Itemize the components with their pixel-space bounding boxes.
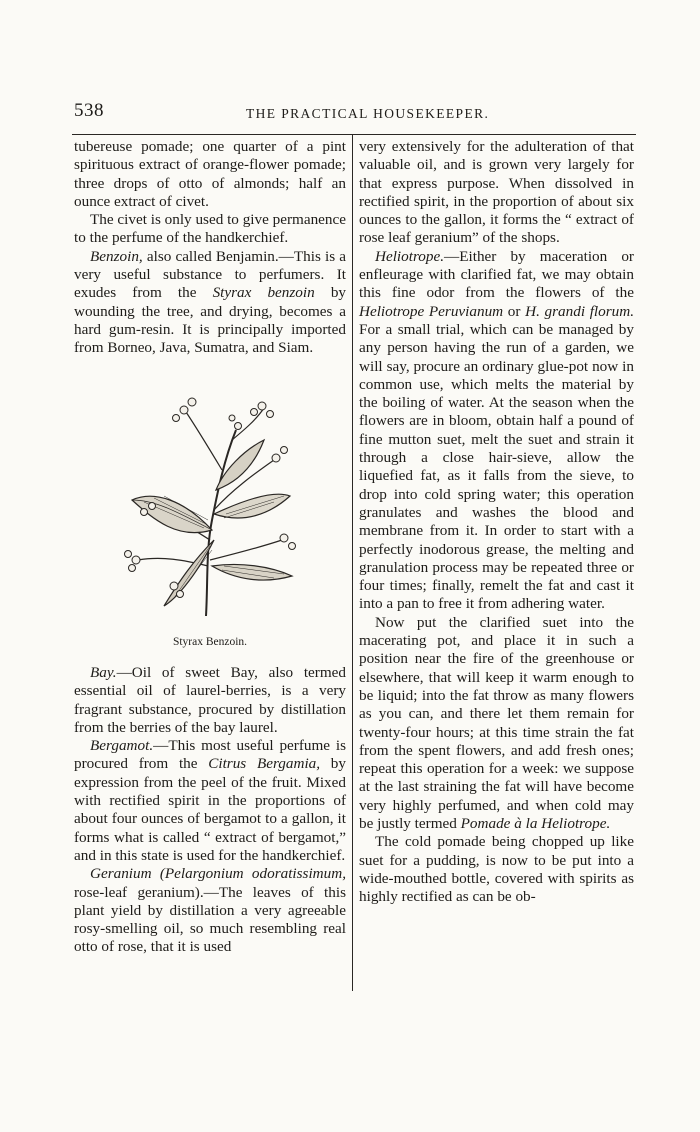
running-title: THE PRACTICAL HOUSEKEEPER. xyxy=(246,106,490,121)
term-benzoin: Benzoin, xyxy=(90,247,143,265)
page-header xyxy=(74,100,634,130)
species-heliotrope-grandiflorum: H. grandi florum. xyxy=(525,302,635,320)
styrax-branch-drawing xyxy=(114,390,304,618)
paragraph-geranium: Geranium (Pelargonium odoratissimum, rose-leaf geranium).—The leaves of this plant yield by distillation a very agreeable rosy-smelling oil, so much resembling real otto of rose, that it is used xyxy=(74,865,346,956)
species-citrus: Citrus Bergamia, xyxy=(208,755,321,773)
paragraph-heliotrope: Heliotrope.—Either by maceration or enfleurage with clarified fat, we may obtain this fine odor from the flowers of the Heliotrope Peruvianum or H. grandi florum. For a small trial, which can be managed by any person having the run of a garden, we will say, procure an ordinary glue-pot now in common use, which melts the material by the boiling of water. At the season when the flowers are in bloom, obtain half a pound of fine mutton suet, melt the suet and strain it through a close hair-sieve, allow the liquefied fat, as it falls from the sieve, to drop into cold spring water; this operation granulates and washes the blood and membrane from it. In order to start with a perfectly inodorous grease, the melting and granulation process may be repeated three or four times; finally, remelt the fat and cast it into a pan to free it from adhering water. xyxy=(359,247,635,613)
page-number: 538 xyxy=(74,100,104,121)
column-divider xyxy=(352,135,353,991)
species-styrax: Styrax benzoin xyxy=(212,284,315,302)
term-bay: Bay. xyxy=(90,664,117,681)
paragraph-civet: The civet is only used to give permanence to the perfume of the handkerchief. xyxy=(74,211,346,247)
styrax-illustration xyxy=(74,390,346,650)
paragraph-cold-pomade: The cold pomade being chopped up like suet for a pudding, is now to be put into a wide-mouthed bottle, covered with spirits as highly rectified as can be ob- xyxy=(359,833,634,906)
paragraph-tuberose-continuation: tubereuse pomade; one quarter of a pint spirituous extract of orange-flower pomade; three drops of otto of almonds; half an ounce extract of civet. xyxy=(74,138,346,210)
term-pomade-heliotrope: Pomade à la Heliotrope. xyxy=(460,814,611,832)
figure-caption: Styrax Benzoin. xyxy=(172,636,248,648)
paragraph-maceration: Now put the clarified suet into the macerating pot, and place it in such a position near the fire of the greenhouse or elsewhere, that will keep it warm enough to be liquid; into the fat throw as many flowers as you can, and there let them remain for twenty-four hours; at this time strain the fat from the spent flowers, and add fresh ones; repeat this operation for a week: we suppose at the last straining the fat will have become very highly perfumed, and when cold may be justly termed Pomade à la Heliotrope. xyxy=(359,613,634,832)
species-pelargonium: (Pelargonium odoratissimum, xyxy=(151,865,346,883)
right-column xyxy=(359,138,634,906)
paragraph-benzoin: Benzoin, also called Benjamin.—This is a very useful substance to perfumers. It exudes from the Styrax benzoin by wounding the tree, and drying, becomes a hard gum-resin. It is principally imported from Borneo, Java, Sumatra, and Siam. xyxy=(74,247,347,357)
header-rule xyxy=(72,134,636,135)
term-geranium: Geranium xyxy=(90,865,152,883)
paragraph-bay: Bay.—Oil of sweet Bay, also termed essential oil of laurel-berries, is a very fragrant substance, procured by distillation from the berries of the bay laurel. xyxy=(74,664,346,736)
left-column-lower xyxy=(74,664,346,957)
paragraph-geranium-continuation: very extensively for the adulteration of that valuable oil, and is grown very largely for that express purpose. When dissolved in rectified spirit, in the proportion of about six ounces to the gallon, it forms the “ extract of rose leaf geranium” of the shops. xyxy=(359,138,634,247)
species-heliotrope-peruvianum: Heliotrope Peruvianum xyxy=(359,302,504,320)
paragraph-bergamot: Bergamot.—This most useful perfume is procured from the Citrus Bergamia, by expression from the peel of the fruit. Mixed with rectified spirit in the proportions of about four ounces of bergamot to a gallon, it forms what is called “ extract of bergamot,” and in this state is used for the handkerchief. xyxy=(74,737,346,864)
left-column-upper xyxy=(74,138,346,358)
term-bergamot: Bergamot. xyxy=(90,737,154,755)
term-heliotrope: Heliotrope. xyxy=(375,247,445,265)
